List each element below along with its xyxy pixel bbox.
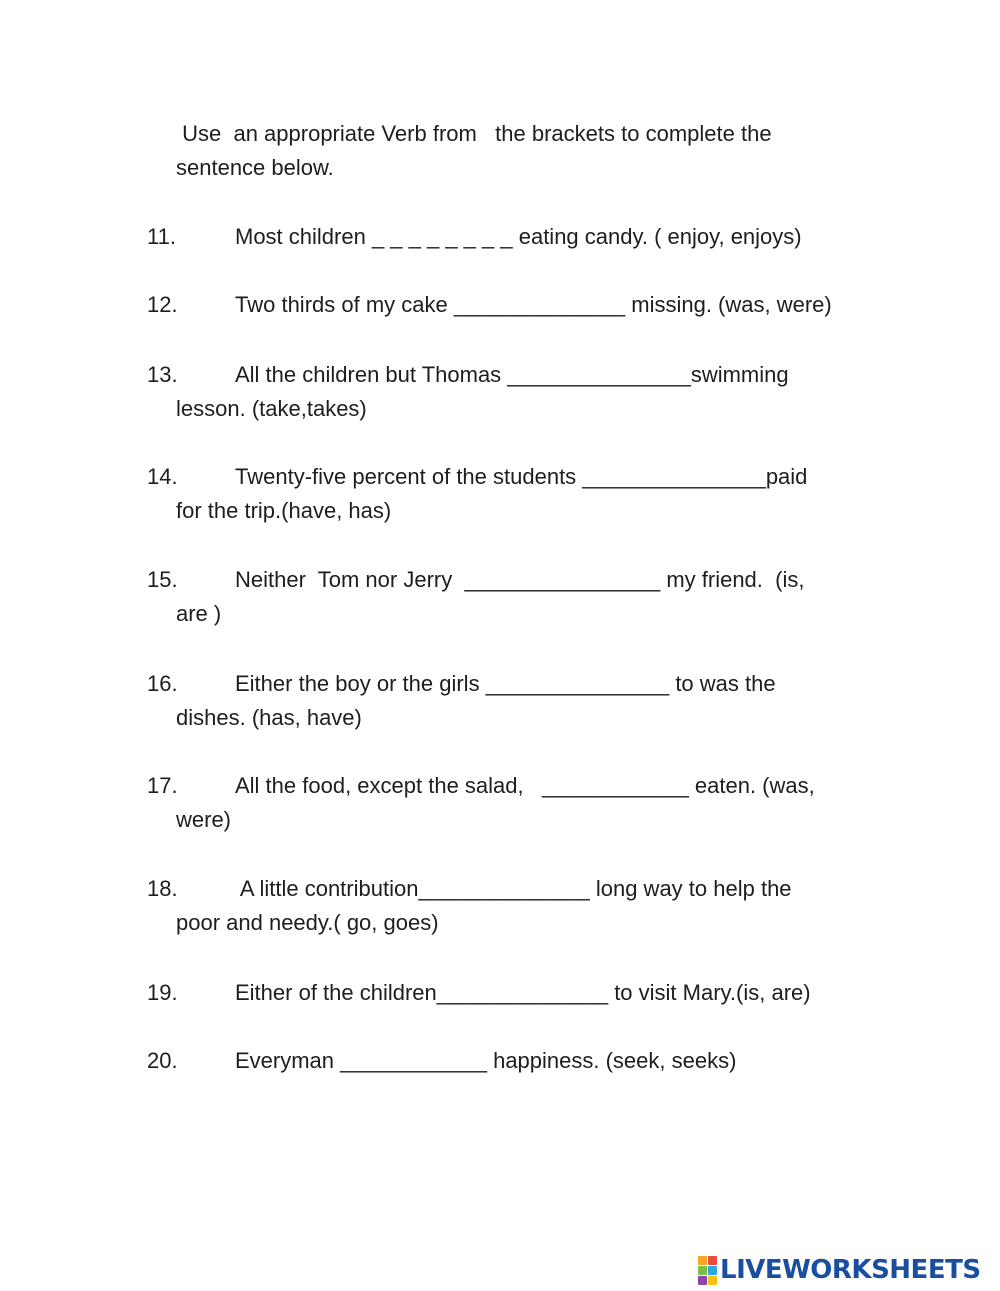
question-20 (147, 1044, 887, 1078)
question-18 (147, 872, 887, 940)
question-text: Two thirds of my cake ______________ missing. (was, were) (235, 292, 832, 317)
question-13 (147, 358, 887, 426)
question-11 (147, 220, 887, 254)
question-number: 18. (147, 876, 178, 901)
question-text-continued: are ) (176, 601, 222, 626)
question-text: Twenty-five percent of the students _______________paid (235, 464, 808, 489)
question-16 (147, 667, 887, 735)
question-14 (147, 460, 887, 528)
question-number: 19. (147, 980, 178, 1005)
question-text: A little contribution______________ long way to help the (235, 876, 792, 901)
question-number: 14. (147, 464, 178, 489)
logo-text: LIVEWORKSHEETS (720, 1255, 981, 1285)
question-text: Neither Tom nor Jerry ________________ my friend. (is, (235, 567, 805, 592)
question-number: 13. (147, 362, 178, 387)
liveworksheets-logo-icon (698, 1256, 717, 1285)
question-text: All the children but Thomas _______________swimming (235, 362, 789, 387)
question-text: Either of the children______________ to visit Mary.(is, are) (235, 980, 811, 1005)
liveworksheets-logo (698, 1255, 981, 1285)
question-text-continued: poor and needy.( go, goes) (176, 910, 439, 935)
question-text-continued: dishes. (has, have) (176, 705, 362, 730)
question-text: Either the boy or the girls _______________ to was the (235, 671, 776, 696)
question-number: 12. (147, 292, 178, 317)
question-12 (147, 288, 887, 322)
question-number: 15. (147, 567, 178, 592)
question-number: 16. (147, 671, 178, 696)
instructions-text: Use an appropriate Verb from the brackets to complete the sentence below. (176, 121, 772, 180)
question-number: 20. (147, 1048, 178, 1073)
question-17 (147, 769, 887, 837)
question-19 (147, 976, 887, 1010)
question-text: Everyman ____________ happiness. (seek, seeks) (235, 1048, 737, 1073)
question-text: Most children _ _ _ _ _ _ _ _ eating candy. ( enjoy, enjoys) (235, 224, 802, 249)
question-text: All the food, except the salad, ____________ eaten. (was, (235, 773, 815, 798)
question-text-continued: for the trip.(have, has) (176, 498, 392, 523)
question-text-continued: were) (176, 807, 232, 832)
question-number: 17. (147, 773, 178, 798)
question-15 (147, 563, 887, 631)
question-text-continued: lesson. (take,takes) (176, 396, 367, 421)
question-number: 11. (147, 224, 176, 249)
